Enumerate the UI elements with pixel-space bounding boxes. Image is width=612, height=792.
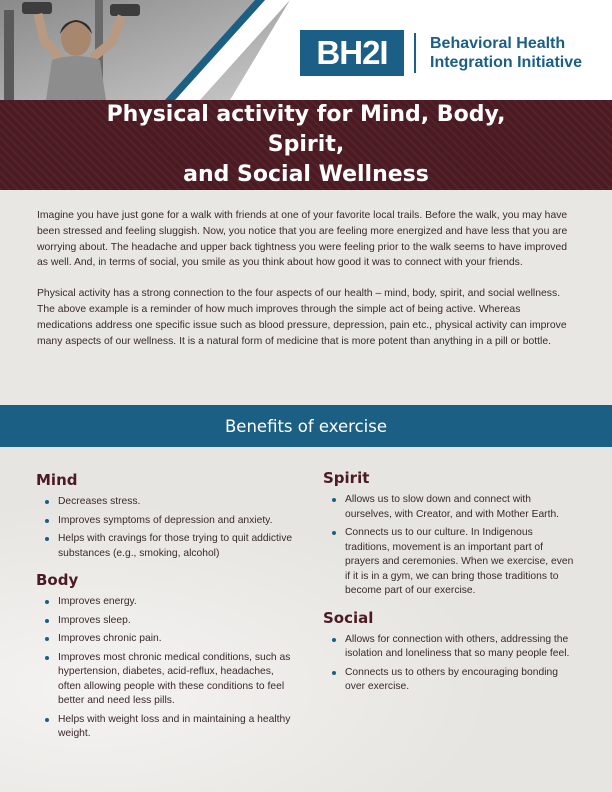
list-item: Decreases stress.	[36, 495, 296, 510]
intro-paragraph-1: Imagine you have just gone for a walk with friends at one of your favorite local trails. Before the walk, you may have been stressed and feeling sluggish. Now, you notice that you are feeling more energized and have less that you are worrying about. The headache and upper back tightness you were feeling prior to the walk seems to have improved as well. And, in terms of social, you smile as you think about how good it was to connect with your friends.	[37, 210, 568, 269]
list-item: Helps with weight loss and in maintaining a healthy weight.	[36, 713, 296, 742]
mind-heading: Mind	[36, 471, 78, 489]
title-line-1: Physical activity for Mind, Body, Spirit,	[106, 102, 506, 157]
list-item: Helps with cravings for those trying to quit addictive substances (e.g., smoking, alcohol)	[36, 532, 296, 561]
social-list	[323, 633, 578, 695]
spirit-list	[323, 493, 578, 599]
intro-section	[37, 208, 577, 364]
logo-line-1: Behavioral Health	[430, 35, 566, 52]
list-item: Connects us to others by encouraging bonding over exercise.	[323, 666, 578, 695]
title-line-2: and Social Wellness	[183, 162, 429, 187]
benefits-title: Benefits of exercise	[224, 416, 388, 436]
list-item: Allows for connection with others, addressing the isolation and loneliness that so many people feel.	[323, 633, 578, 662]
bh2i-logo	[300, 30, 582, 76]
benefits-section	[0, 447, 612, 792]
social-heading: Social	[323, 608, 374, 627]
intro-paragraph-2: Physical activity has a strong connection to the four aspects of our health – mind, body, spirit, and social wellness. The above example is a reminder of how much improves through the simple act of being active. Whereas medications address one specific issue such as blood pressure, depression, pain etc., physical activity can improve many aspects of our wellness. It is a natural form of medicine that is more potent than anything in a pill or bottle.	[37, 288, 567, 347]
list-item: Allows us to slow down and connect with ourselves, with Creator, and with Mother Earth.	[323, 493, 578, 522]
woman-lifting-dumbbells-photo	[0, 0, 290, 100]
logo-divider	[414, 33, 416, 73]
page-title	[66, 100, 546, 190]
benefits-right-column	[323, 469, 578, 705]
title-banner	[0, 100, 612, 190]
list-item: Improves energy.	[36, 595, 296, 610]
list-item: Connects us to our culture. In Indigenous traditions, movement is an important part of prayers and ceremonies. When we exercise, even if it is in a gym, we can bring those traditions to become part of our exercise.	[323, 526, 578, 599]
mind-list	[36, 495, 296, 561]
body-heading: Body	[36, 571, 79, 589]
benefits-left-column	[36, 471, 296, 752]
spirit-heading: Spirit	[323, 469, 370, 487]
logo-text	[430, 34, 582, 72]
list-item: Improves symptoms of depression and anxiety.	[36, 514, 296, 529]
list-item: Improves most chronic medical conditions, such as hypertension, diabetes, acid-reflux, headaches, often allowing people with these conditions to feel better and need less pills.	[36, 651, 296, 709]
page-header	[0, 0, 612, 100]
body-list	[36, 595, 296, 742]
list-item: Improves chronic pain.	[36, 632, 296, 647]
benefits-banner	[0, 405, 612, 447]
logo-line-2: Integration Initiative	[430, 54, 583, 71]
list-item: Improves sleep.	[36, 614, 296, 629]
logo-mark: BH2I	[300, 30, 404, 76]
